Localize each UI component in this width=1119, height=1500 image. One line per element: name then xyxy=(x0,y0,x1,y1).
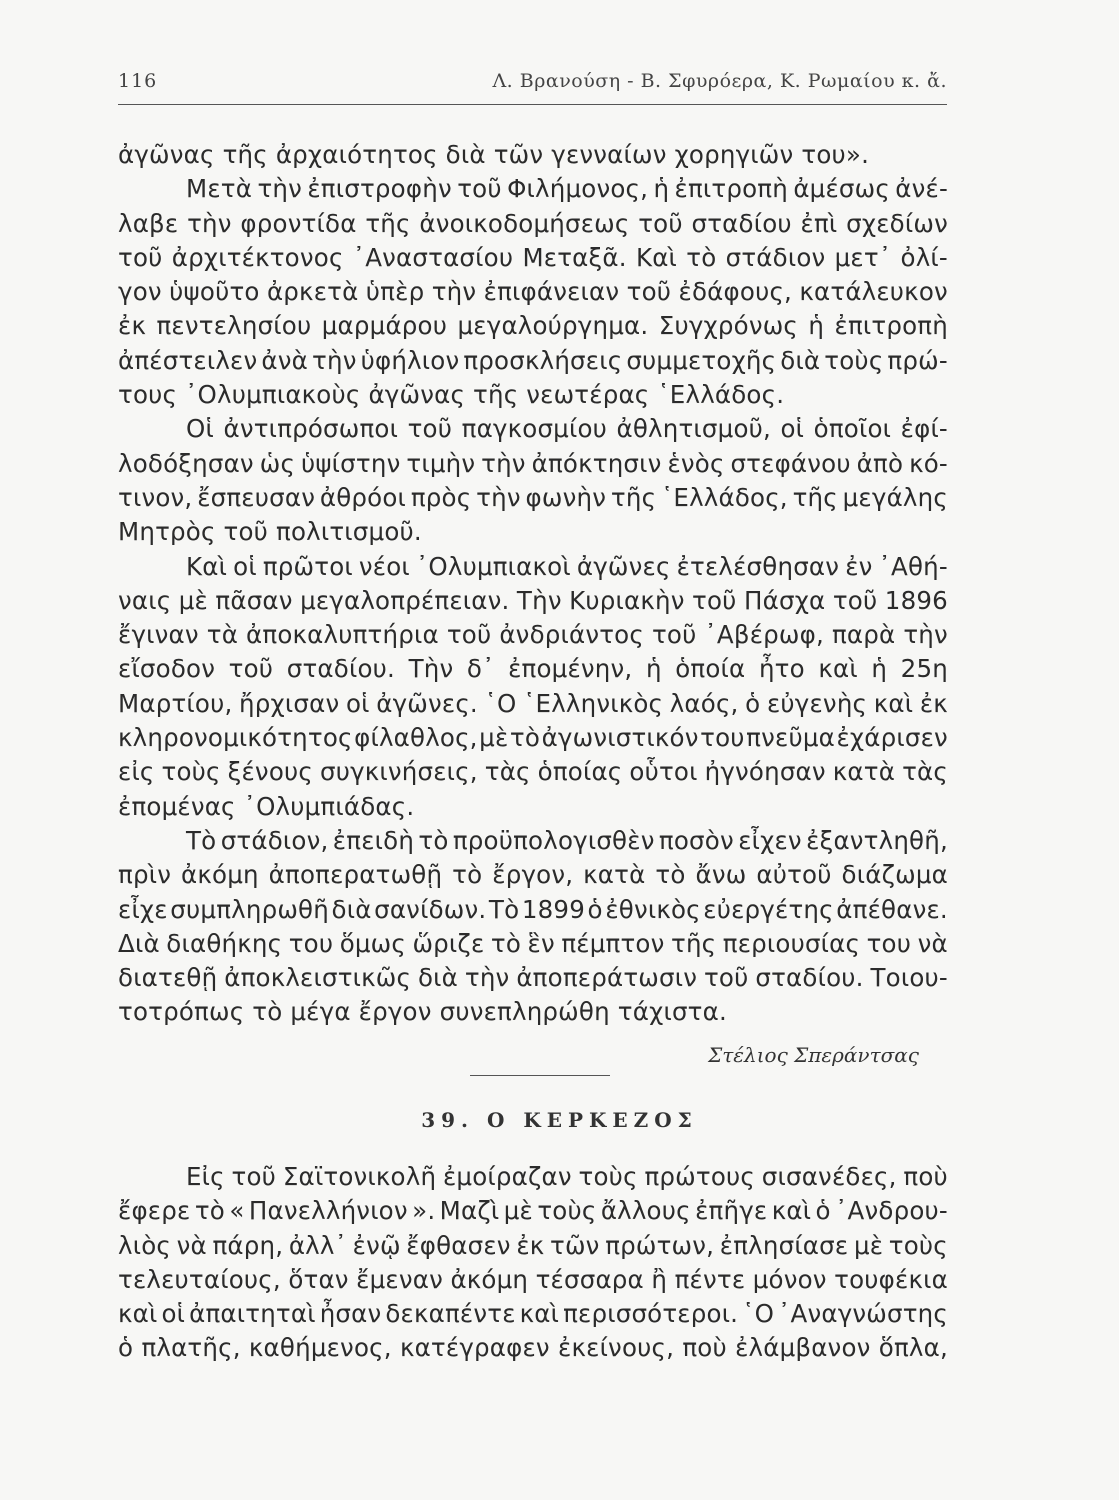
text-line: λοδόξησαν ὡς ὑψίστην τιμὴν τὴν ἀπόκτησιν ἑνὸς στεφάνου ἀπὸ κό- xyxy=(118,448,948,478)
text-line: ἔφερε τὸ « Πανελλήνιον ». Μαζὶ μὲ τοὺς ἄλλους ἐπῆγε καὶ ὁ ᾿Ανδρου- xyxy=(118,1196,948,1226)
author-signature: Στέλιος Σπεράντσας xyxy=(708,1043,919,1067)
text-line: Οἱ ἀντιπρόσωποι τοῦ παγκοσμίου ἀθλητισμοῦ, οἱ ὁποῖοι ἐφί- xyxy=(186,414,948,444)
text-line: τοῦ ἀρχιτέκτονος ᾿Αναστασίου Μεταξᾶ. Καὶ τὸ στάδιον μετ᾿ ὀλί- xyxy=(118,242,948,272)
text-line: λαβε τὴν φροντίδα τῆς ἀνοικοδομήσεως τοῦ σταδίου ἐπὶ σχεδίων xyxy=(118,208,948,238)
text-line: εἴσοδον τοῦ σταδίου. Τὴν δ᾿ ἐπομένην, ἡ ὁποία ἦτο καὶ ἡ 25η xyxy=(118,654,948,684)
section-text xyxy=(118,1160,948,1366)
text-line: εἰς τοὺς ξένους συγκινήσεις, τὰς ὁποίας οὗτοι ἠγνόησαν κατὰ τὰς xyxy=(118,757,948,787)
text-line: λιὸς νὰ πάρη, ἀλλ᾿ ἐνῷ ἔφθασεν ἐκ τῶν πρώτων, ἐπλησίασε μὲ τοὺς xyxy=(118,1230,948,1260)
page-header xyxy=(118,70,947,105)
text-line: Μετὰ τὴν ἐπιστροφὴν τοῦ Φιλήμονος, ἡ ἐπιτροπὴ ἀμέσως ἀνέ- xyxy=(186,174,948,204)
running-head: Λ. Βρανούση - Β. Σφυρόερα, Κ. Ρωμαίου κ. ἄ. xyxy=(492,70,947,92)
text-line: εἶχε συμπληρωθῆ διὰ σανίδων. Τὸ 1899 ὁ ἐθνικὸς εὐεργέτης ἀπέθανε. xyxy=(118,894,948,924)
text-line: ἔγιναν τὰ ἀποκαλυπτήρια τοῦ ἀνδριάντος τοῦ ᾿Αβέρωφ, παρὰ τὴν xyxy=(118,620,948,650)
text-line: πρὶν ἀκόμη ἀποπερατωθῇ τὸ ἔργον, κατὰ τὸ ἄνω αὐτοῦ διάζωμα xyxy=(118,860,948,890)
text-line: τελευταίους, ὅταν ἔμεναν ἀκόμη τέσσαρα ἢ πέντε μόνον τουφέκια xyxy=(118,1264,948,1294)
text-line: ἐπομένας ᾿Ολυμπιάδας. xyxy=(118,791,415,821)
text-line: τους ᾿Ολυμπιακοὺς ἀγῶνας τῆς νεωτέρας ῾Ελλάδος. xyxy=(118,380,785,410)
page-number: 116 xyxy=(118,70,158,92)
text-line: ἀπέστειλεν ἀνὰ τὴν ὑφήλιον προσκλήσεις συμμετοχῆς διὰ τοὺς πρώ- xyxy=(118,345,948,375)
text-line: ἐκ πεντελησίου μαρμάρου μεγαλούργημα. Συγχρόνως ἡ ἐπιτροπὴ xyxy=(118,311,948,341)
text-line: ὁ πλατῆς, καθήμενος, κατέγραφεν ἐκείνους, ποὺ ἐλάμβανον ὅπλα, xyxy=(118,1333,948,1363)
main-text xyxy=(118,138,948,1030)
text-line: κληρονομικότητος φίλαθλος, μὲ τὸ ἀγωνιστικόν του πνεῦμα ἐχάρισεν xyxy=(118,723,948,753)
text-line: τινον, ἔσπευσαν ἀθρόοι πρὸς τὴν φωνὴν τῆς ῾Ελλάδος, τῆς μεγάλης xyxy=(118,482,948,512)
section-title: 39. Ο ΚΕΡΚΕΖΟΣ xyxy=(421,1108,698,1132)
text-line: γον ὑψοῦτο ἀρκετὰ ὑπὲρ τὴν ἐπιφάνειαν τοῦ ἐδάφους, κατάλευκον xyxy=(118,277,948,307)
text-line: Μαρτίου, ἤρχισαν οἱ ἀγῶνες. ῾Ο ῾Ελληνικὸς λαός, ὁ εὐγενὴς καὶ ἐκ xyxy=(118,688,948,718)
text-line: Τὸ στάδιον, ἐπειδὴ τὸ προϋπολογισθὲν ποσὸν εἶχεν ἐξαντληθῆ, xyxy=(186,825,948,855)
text-line: Εἰς τοῦ Σαϊτονικολῆ ἐμοίραζαν τοὺς πρώτους σισανέδες, ποὺ xyxy=(186,1162,948,1191)
text-line: Διὰ διαθήκης του ὅμως ὥριζε τὸ ἓν πέμπτον τῆς περιουσίας του νὰ xyxy=(118,928,948,958)
text-line: Μητρὸς τοῦ πολιτισμοῦ. xyxy=(118,517,422,547)
text-line: τοτρόπως τὸ μέγα ἔργον συνεπληρώθη τάχιστα. xyxy=(118,997,727,1027)
section-divider xyxy=(470,1075,610,1076)
text-line: ἀγῶνας τῆς ἀρχαιότητος διὰ τῶν γενναίων χορηγιῶν του». xyxy=(118,140,870,169)
text-line: Καὶ οἱ πρῶτοι νέοι ᾿Ολυμπιακοὶ ἀγῶνες ἐτελέσθησαν ἐν ᾿Αθή- xyxy=(186,551,948,581)
text-line: καὶ οἱ ἀπαιτηταὶ ἦσαν δεκαπέντε καὶ περισσότεροι. ῾Ο ᾿Αναγνώστης xyxy=(118,1299,948,1329)
text-line: διατεθῇ ἀποκλειστικῶς διὰ τὴν ἀποπεράτωσιν τοῦ σταδίου. Τοιου- xyxy=(118,963,948,993)
text-line: ναις μὲ πᾶσαν μεγαλοπρέπειαν. Τὴν Κυριακὴν τοῦ Πάσχα τοῦ 1896 xyxy=(118,585,948,615)
